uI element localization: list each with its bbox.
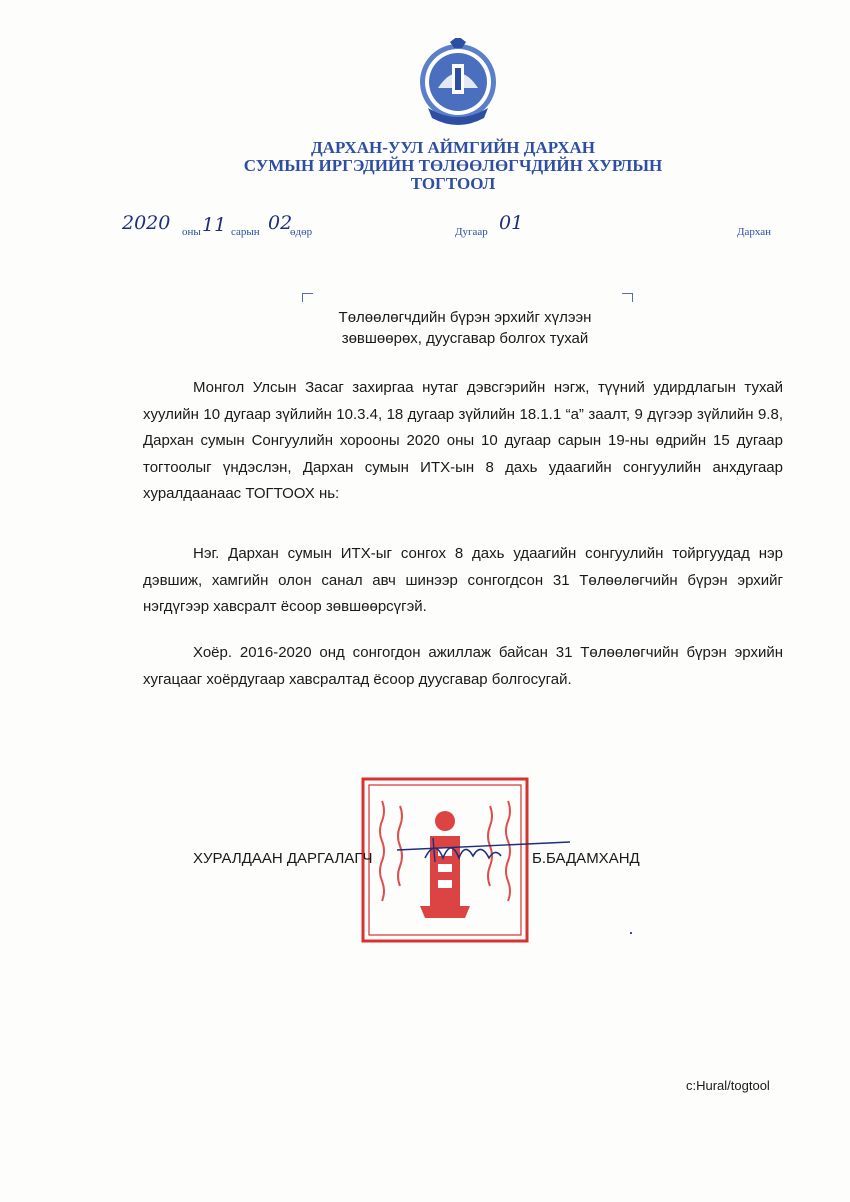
signatory-title: ХУРАЛДААН ДАРГАЛАГЧ bbox=[193, 850, 373, 867]
date-year-label: оны bbox=[182, 226, 201, 238]
date-month: 11 bbox=[202, 214, 227, 236]
ink-dot bbox=[630, 932, 632, 934]
document-number: 01 bbox=[499, 212, 524, 234]
paragraph-preamble-text: Монгол Улсын Засаг захиргаа нутаг дэвсгэрийн нэгж, түүний удирдлагын тухай хуулийн 10 дугаар зүйлийн 10.3.4, 18 дугаар зүйлийн 18.1.1 “а” заалт, 9 дүгээр зүйлийн 9.8, Дархан сумын Сонгуулийн хорооны 2020 оны 10 дугаар сарын 19-ны өдрийн 15 дугаар тогтоолыг үндэслэн, Дархан сумын ИТХ-ын 8 дахь удаагийн сонгуулийн анхдугаар хуралдаанаас ТОГТООХ нь: bbox=[143, 379, 783, 502]
signatory-name: Б.БАДАМХАНД bbox=[532, 850, 640, 867]
paragraph-one bbox=[143, 541, 783, 621]
header-line-2: СУМЫН ИРГЭДИЙН ТӨЛӨӨЛӨГЧДИЙН ХУРЛЫН bbox=[243, 156, 663, 175]
date-month-label: сарын bbox=[231, 226, 260, 238]
header-title: ТОГТООЛ bbox=[410, 174, 496, 193]
place-name: Дархан bbox=[737, 226, 772, 238]
date-day: 02 bbox=[268, 212, 293, 234]
state-emblem-icon bbox=[418, 38, 498, 130]
subject-line-1: Төлөөлөгчдийн бүрэн эрхийг хүлээн bbox=[338, 309, 592, 326]
subject-line-2: зөвшөөрөх, дуусгавар болгох тухай bbox=[341, 330, 589, 347]
paragraph-two bbox=[143, 640, 783, 693]
subject-bracket-right bbox=[622, 293, 633, 302]
subject bbox=[290, 307, 640, 349]
document-meta-row bbox=[118, 212, 798, 242]
number-label: Дугаар bbox=[455, 226, 488, 238]
date-year: 2020 bbox=[122, 212, 171, 234]
paragraph-preamble bbox=[143, 375, 783, 508]
date-day-label: өдөр bbox=[290, 226, 313, 238]
subject-bracket-left bbox=[302, 293, 313, 302]
header-line-1: ДАРХАН-УУЛ АЙМГИЙН ДАРХАН bbox=[310, 138, 596, 157]
file-path-footer: c:Hural/togtool bbox=[686, 1078, 770, 1093]
paragraph-one-text: Нэг. Дархан сумын ИТХ-ыг сонгох 8 дахь удаагийн сонгуулийн тойргуудад нэр дэвшиж, хамгийн олон санал авч шинээр сонгогдсон 31 Төлөөлөгчийн бүрэн эрхийг нэгдүгээр хавсралт ёсоор зөвшөөрсүгэй. bbox=[143, 545, 783, 615]
paragraph-two-text: Хоёр. 2016-2020 онд сонгогдон ажиллаж байсан 31 Төлөөлөгчийн бүрэн эрхийн хугацааг хоёрдугаар хавсралтад ёсоор дуусгавар болгосугай. bbox=[143, 644, 783, 688]
